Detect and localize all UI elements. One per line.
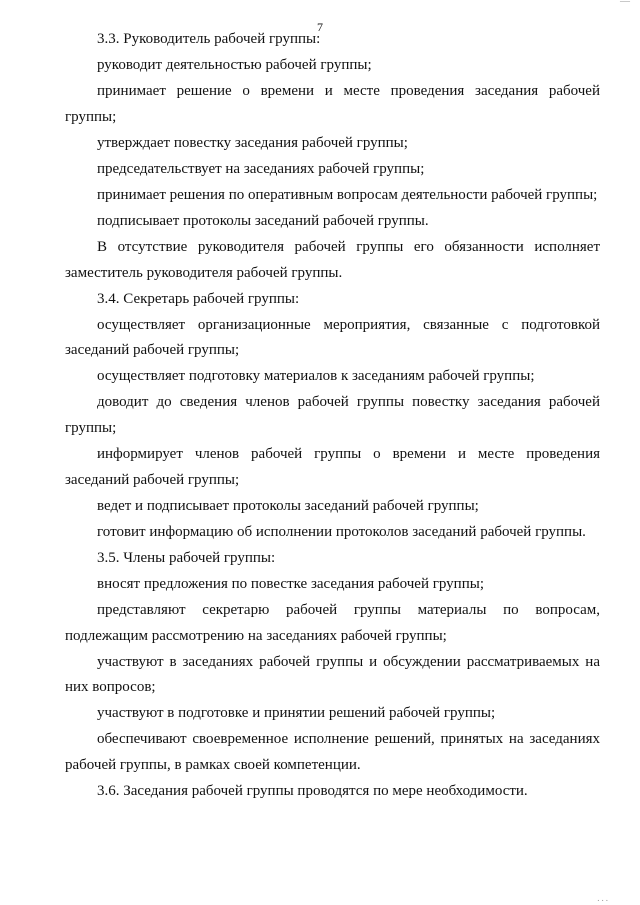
paragraph	[65, 520, 600, 546]
paragraph	[65, 287, 600, 313]
paragraph-line: заместитель руководителя рабочей группы.	[65, 264, 343, 281]
paragraph-line: осуществляет организационные мероприятия, связанные с подготовкой	[97, 316, 600, 333]
paragraph-line: председательствует на заседаниях рабочей группы;	[97, 160, 425, 177]
paragraph-line: вносят предложения по повестке заседания рабочей группы;	[97, 575, 484, 592]
paragraph	[65, 546, 600, 572]
paragraph	[65, 157, 600, 183]
paragraph	[65, 364, 600, 390]
paragraph	[65, 494, 600, 520]
paragraph-line: заседаний рабочей группы;	[65, 471, 240, 488]
paragraph	[65, 27, 600, 53]
paragraph-line: готовит информацию об исполнении протоколов заседаний рабочей группы.	[97, 523, 586, 540]
bottom-mark: ...	[597, 893, 610, 903]
paragraph-line: участвуют в подготовке и принятии решений рабочей группы;	[97, 705, 496, 722]
paragraph	[65, 598, 600, 649]
corner-mark: —	[620, 0, 630, 7]
paragraph	[65, 572, 600, 598]
paragraph-line: 3.6. Заседания рабочей группы проводятся по мере необходимости.	[97, 783, 528, 800]
paragraph	[65, 779, 600, 805]
paragraph	[65, 313, 600, 364]
paragraph-line: группы;	[65, 108, 117, 125]
paragraph-line: 3.3. Руководитель рабочей группы:	[97, 31, 321, 47]
paragraph	[65, 183, 600, 209]
paragraph	[65, 235, 600, 286]
paragraph-line: подлежащим рассмотрению на заседаниях рабочей группы;	[65, 627, 447, 644]
paragraph-line: 3.5. Члены рабочей группы:	[97, 549, 276, 566]
paragraph-line: подписывает протоколы заседаний рабочей группы.	[97, 212, 429, 229]
paragraph-line: 3.4. Секретарь рабочей группы:	[97, 290, 300, 307]
paragraph-line: ведет и подписывает протоколы заседаний рабочей группы;	[97, 497, 479, 514]
paragraph-line: В отсутствие руководителя рабочей группы его обязанности исполняет	[97, 239, 600, 256]
paragraph-line: заседаний рабочей группы;	[65, 342, 240, 359]
paragraph	[65, 701, 600, 727]
paragraph-line: обеспечивают своевременное исполнение решений, принятых на заседаниях	[97, 731, 600, 748]
paragraph	[65, 727, 600, 778]
page-number: 7	[317, 20, 323, 34]
paragraph-line: информирует членов рабочей группы о времени и месте проведения	[97, 446, 600, 463]
paragraph-line: руководит деятельностью рабочей группы;	[97, 57, 372, 74]
paragraph	[65, 442, 600, 493]
paragraph-line: доводит до сведения членов рабочей группы повестку заседания рабочей	[97, 394, 600, 411]
paragraph-line: представляют секретарю рабочей группы материалы по вопросам,	[97, 602, 600, 619]
paragraph	[65, 390, 600, 441]
paragraph-line: принимает решение о времени и месте проведения заседания рабочей	[97, 83, 600, 100]
paragraph-line: участвуют в заседаниях рабочей группы и обсуждении рассматриваемых на	[97, 653, 600, 670]
paragraph-line: принимает решения по оперативным вопросам деятельности рабочей группы;	[97, 186, 598, 203]
paragraph-line: утверждает повестку заседания рабочей группы;	[97, 134, 408, 151]
paragraph	[65, 79, 600, 130]
document-body	[65, 27, 600, 805]
paragraph-line: осуществляет подготовку материалов к заседаниям рабочей группы;	[97, 368, 535, 385]
paragraph	[65, 209, 600, 235]
paragraph-line: группы;	[65, 420, 117, 437]
paragraph-line: них вопросов;	[65, 679, 156, 696]
paragraph	[65, 650, 600, 701]
paragraph	[65, 131, 600, 157]
paragraph-line: рабочей группы, в рамках своей компетенции.	[65, 757, 361, 773]
paragraph	[65, 53, 600, 79]
